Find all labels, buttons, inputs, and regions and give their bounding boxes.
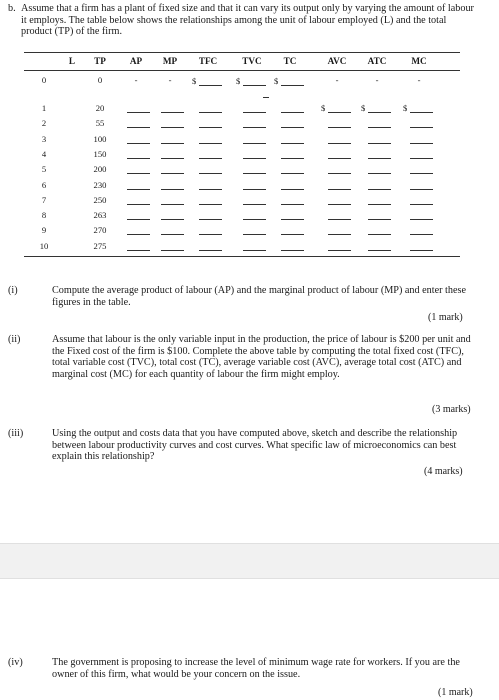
blank-answer-line[interactable]: [281, 112, 304, 113]
blank-answer-line[interactable]: [199, 173, 222, 174]
blank-answer-line[interactable]: [243, 127, 266, 128]
blank-answer-line[interactable]: [368, 112, 391, 113]
blank-answer-line[interactable]: [410, 204, 433, 205]
blank-answer-line[interactable]: [127, 234, 150, 235]
blank-answer-line[interactable]: [127, 158, 150, 159]
cell-total-product: 275: [93, 240, 107, 251]
column-header-mc: MC: [411, 56, 427, 66]
table-header-rule: [24, 70, 460, 71]
blank-answer-line[interactable]: [127, 127, 150, 128]
blank-answer-line[interactable]: [199, 219, 222, 220]
blank-answer-line[interactable]: [161, 173, 184, 174]
blank-answer-line[interactable]: [127, 250, 150, 251]
row0-l: 0: [41, 75, 47, 85]
dollar-sign: $: [192, 76, 197, 86]
column-header-tvc: TVC: [242, 56, 262, 66]
intro-paragraph: [8, 3, 478, 38]
blank-answer-line[interactable]: [410, 219, 433, 220]
column-header-atc: ATC: [367, 56, 387, 66]
blank-answer-line[interactable]: [127, 204, 150, 205]
blank-answer-line[interactable]: [281, 173, 304, 174]
blank-answer-line[interactable]: [410, 127, 433, 128]
page-gap-band: [0, 543, 499, 579]
blank-answer-line[interactable]: [243, 143, 266, 144]
column-header-tp: TP: [94, 56, 106, 66]
blank-answer-line[interactable]: [368, 234, 391, 235]
blank-answer-line[interactable]: [127, 219, 150, 220]
dollar-sign: $: [236, 76, 241, 86]
blank-answer-line[interactable]: [328, 112, 351, 113]
blank-answer-line[interactable]: [328, 127, 351, 128]
column-header-avc: AVC: [327, 56, 347, 66]
cell-total-product: 100: [93, 133, 107, 144]
blank-answer-line[interactable]: [281, 158, 304, 159]
dollar-sign: $: [274, 76, 279, 86]
blank-answer-line[interactable]: [161, 112, 184, 113]
blank-answer-line[interactable]: [281, 219, 304, 220]
question-text: The government is proposing to increase the level of minimum wage rate for workers. If you are the owner of this firm, what would be your concern on the issue.: [52, 657, 460, 680]
cell-labour: 2: [41, 118, 47, 129]
blank-answer-line[interactable]: [243, 234, 266, 235]
blank-answer-line[interactable]: [368, 173, 391, 174]
blank-answer-line[interactable]: [368, 143, 391, 144]
intro-text: Assume that a firm has a plant of fixed size and that it can vary its output only by varying the amount of labour it employs. The table below shows the relationships among the unit of labour employed (L) and the total product (TP) of the firm.: [21, 3, 474, 38]
blank-answer-line[interactable]: [281, 127, 304, 128]
cell-labour: 5: [41, 164, 47, 175]
row0-avc: -: [335, 75, 339, 85]
question-number: (ii): [8, 334, 21, 345]
row0-ap: -: [134, 75, 138, 85]
blank-answer-line[interactable]: [199, 189, 222, 190]
blank-answer-line[interactable]: [199, 85, 222, 86]
column-header-tc: TC: [283, 56, 297, 66]
blank-answer-line[interactable]: [199, 143, 222, 144]
blank-answer-line[interactable]: [328, 219, 351, 220]
blank-answer-line[interactable]: [243, 85, 266, 86]
blank-answer-line[interactable]: [328, 234, 351, 235]
blank-answer-line[interactable]: [161, 204, 184, 205]
blank-answer-line[interactable]: [243, 219, 266, 220]
blank-answer-line[interactable]: [161, 219, 184, 220]
blank-answer-line[interactable]: [161, 234, 184, 235]
question-text: Assume that labour is the only variable input in the production, the price of labour is $200 per unit and the Fixed cost of the firm is $100. Complete the above table by computing the total fixed cost (TFC), total variable cost (TVC), total cost (TC), average variable cost (AVC), average total cost (ATC) and marginal cost (MC) for each quantity of labour the firm might employ.: [52, 334, 471, 380]
column-header-mp: MP: [162, 56, 178, 66]
table-top-rule: [24, 52, 460, 53]
blank-answer-line[interactable]: [281, 204, 304, 205]
dollar-sign: $: [321, 103, 326, 113]
blank-answer-line[interactable]: [368, 158, 391, 159]
blank-answer-line[interactable]: [243, 189, 266, 190]
cell-total-product: 263: [93, 210, 107, 221]
blank-answer-line[interactable]: [368, 127, 391, 128]
marks-label: (4 marks): [424, 466, 463, 477]
blank-answer-line[interactable]: [410, 250, 433, 251]
blank-answer-line[interactable]: [127, 112, 150, 113]
blank-answer-line[interactable]: [127, 173, 150, 174]
cell-total-product: 55: [95, 118, 105, 129]
cell-total-product: 270: [93, 225, 107, 236]
blank-answer-line[interactable]: [281, 85, 304, 86]
cell-labour: 8: [41, 210, 47, 221]
cell-labour: 6: [41, 179, 47, 190]
blank-answer-line[interactable]: [410, 112, 433, 113]
blank-answer-line[interactable]: [199, 158, 222, 159]
cell-labour: 4: [41, 148, 47, 159]
column-header-tfc: TFC: [198, 56, 218, 66]
marks-label: (3 marks): [432, 404, 471, 415]
cell-labour: 7: [41, 194, 47, 205]
blank-answer-line[interactable]: [368, 219, 391, 220]
question-number: (i): [8, 285, 18, 296]
part-label: b.: [8, 3, 16, 14]
blank-answer-line[interactable]: [328, 173, 351, 174]
cell-total-product: 200: [93, 164, 107, 175]
dollar-sign: $: [403, 103, 408, 113]
blank-answer-line[interactable]: [281, 250, 304, 251]
blank-answer-line[interactable]: [243, 173, 266, 174]
table-bottom-rule: [24, 256, 460, 257]
blank-answer-line[interactable]: [328, 204, 351, 205]
blank-answer-line[interactable]: [410, 173, 433, 174]
row0-mp: -: [168, 75, 172, 85]
blank-answer-line[interactable]: [410, 234, 433, 235]
blank-answer-line[interactable]: [161, 143, 184, 144]
blank-answer-line[interactable]: [243, 204, 266, 205]
row0-mc: -: [417, 75, 421, 85]
blank-answer-line[interactable]: [199, 112, 222, 113]
blank-answer-line[interactable]: [410, 189, 433, 190]
row0-atc: -: [375, 75, 379, 85]
blank-answer-line[interactable]: [410, 158, 433, 159]
blank-answer-line[interactable]: [368, 189, 391, 190]
blank-answer-line[interactable]: [161, 250, 184, 251]
blank-answer-line[interactable]: [328, 143, 351, 144]
blank-answer-line[interactable]: [281, 189, 304, 190]
blank-answer-line[interactable]: [281, 143, 304, 144]
column-header-ap: AP: [129, 56, 143, 66]
question-text: Compute the average product of labour (AP) and the marginal product of labour (MP) and enter these figures in the table.: [52, 285, 466, 308]
blank-answer-line[interactable]: [199, 127, 222, 128]
cell-labour: 3: [41, 133, 47, 144]
blank-answer-line[interactable]: [243, 112, 266, 113]
blank-answer-line[interactable]: [281, 234, 304, 235]
row0-tp: 0: [97, 75, 103, 85]
cell-total-product: 150: [93, 148, 107, 159]
cell-labour: 10: [39, 240, 49, 251]
cell-labour: 1: [41, 103, 47, 113]
blank-answer-line[interactable]: [199, 204, 222, 205]
blank-answer-line[interactable]: [161, 189, 184, 190]
cell-total-product: 20: [95, 103, 105, 113]
blank-answer-line[interactable]: [199, 250, 222, 251]
blank-answer-line[interactable]: [328, 158, 351, 159]
stray-mark: [263, 97, 269, 98]
marks-label: (1 mark): [438, 687, 473, 698]
blank-answer-line[interactable]: [368, 250, 391, 251]
blank-answer-line[interactable]: [127, 189, 150, 190]
column-header-l: L: [68, 56, 76, 66]
blank-answer-line[interactable]: [161, 158, 184, 159]
blank-answer-line[interactable]: [161, 127, 184, 128]
blank-answer-line[interactable]: [328, 189, 351, 190]
blank-answer-line[interactable]: [199, 234, 222, 235]
marks-label: (1 mark): [428, 312, 463, 323]
question-text: Using the output and costs data that you have computed above, sketch and describe the relationship between labour productivity curves and cost curves. What specific law of microeconomics can best explain this relationship?: [52, 428, 458, 463]
blank-answer-line[interactable]: [368, 204, 391, 205]
cell-total-product: 230: [93, 179, 107, 190]
question-number: (iv): [8, 657, 23, 668]
blank-answer-line[interactable]: [127, 143, 150, 144]
cell-labour: 9: [41, 225, 47, 236]
cell-total-product: 250: [93, 194, 107, 205]
blank-answer-line[interactable]: [243, 158, 266, 159]
blank-answer-line[interactable]: [243, 250, 266, 251]
blank-answer-line[interactable]: [410, 143, 433, 144]
dollar-sign: $: [361, 103, 366, 113]
question-number: (iii): [8, 428, 24, 439]
blank-answer-line[interactable]: [328, 250, 351, 251]
